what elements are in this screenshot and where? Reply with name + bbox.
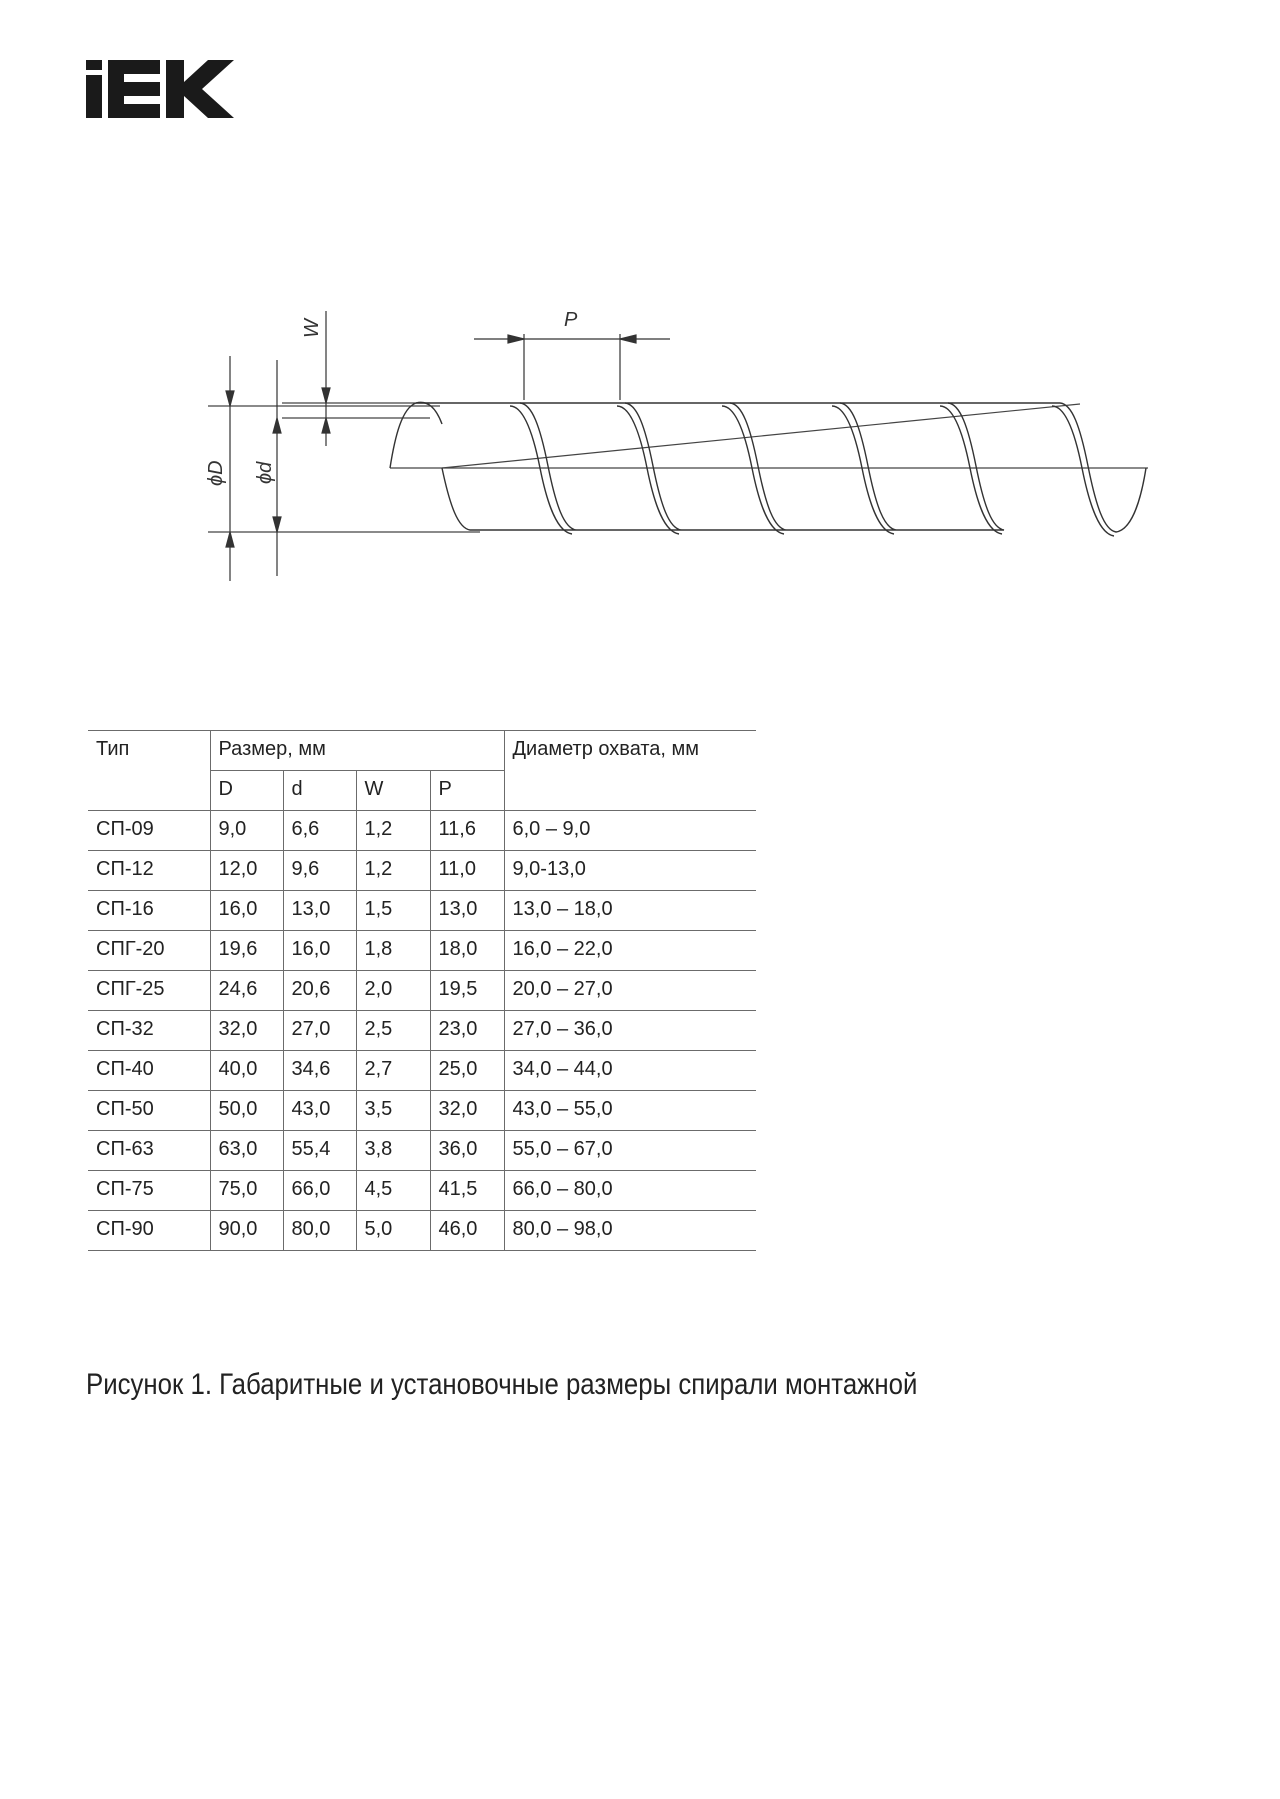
- pitch-label: P: [564, 309, 578, 331]
- header-grip-diameter: Диаметр охвата, мм: [504, 731, 756, 811]
- cell-W: 1,5: [356, 891, 430, 931]
- cell-W: 2,7: [356, 1051, 430, 1091]
- table-row: [88, 1171, 756, 1211]
- cell-D: 24,6: [210, 971, 283, 1011]
- cell-grip: 27,0 – 36,0: [504, 1011, 756, 1051]
- cell-d: 20,6: [283, 971, 356, 1011]
- cell-grip: 55,0 – 67,0: [504, 1131, 756, 1171]
- header-P: P: [430, 771, 504, 811]
- cell-W: 1,8: [356, 931, 430, 971]
- cell-P: 41,5: [430, 1171, 504, 1211]
- cell-d: 55,4: [283, 1131, 356, 1171]
- cell-d: 43,0: [283, 1091, 356, 1131]
- cell-d: 34,6: [283, 1051, 356, 1091]
- cell-W: 1,2: [356, 811, 430, 851]
- cell-D: 50,0: [210, 1091, 283, 1131]
- table-row: [88, 1011, 756, 1051]
- table-row: [88, 891, 756, 931]
- figure-caption: Рисунок 1. Габаритные и установочные размеры спирали монтажной: [86, 1368, 918, 1401]
- cell-D: 75,0: [210, 1171, 283, 1211]
- cell-D: 40,0: [210, 1051, 283, 1091]
- cell-W: 2,5: [356, 1011, 430, 1051]
- cell-P: 11,6: [430, 811, 504, 851]
- table-header-row: [88, 731, 756, 771]
- cell-grip: 6,0 – 9,0: [504, 811, 756, 851]
- table-row: [88, 1131, 756, 1171]
- cell-type: СП-40: [88, 1051, 210, 1091]
- cell-P: 36,0: [430, 1131, 504, 1171]
- header-size-group: Размер, мм: [210, 731, 504, 771]
- cell-type: СП-75: [88, 1171, 210, 1211]
- cell-d: 66,0: [283, 1171, 356, 1211]
- table-row: [88, 971, 756, 1011]
- cell-type: СП-63: [88, 1131, 210, 1171]
- cell-grip: 80,0 – 98,0: [504, 1211, 756, 1251]
- cell-grip: 66,0 – 80,0: [504, 1171, 756, 1211]
- cell-W: 3,5: [356, 1091, 430, 1131]
- table-row: [88, 1051, 756, 1091]
- spiral-spec-table: [88, 730, 756, 1251]
- cell-D: 90,0: [210, 1211, 283, 1251]
- iek-logo-mark: [86, 60, 236, 118]
- cell-d: 27,0: [283, 1011, 356, 1051]
- iek-logo: [86, 60, 236, 118]
- header-W: W: [356, 771, 430, 811]
- cell-P: 19,5: [430, 971, 504, 1011]
- cell-W: 1,2: [356, 851, 430, 891]
- cell-type: СПГ-25: [88, 971, 210, 1011]
- cell-P: 46,0: [430, 1211, 504, 1251]
- cell-P: 25,0: [430, 1051, 504, 1091]
- spiral-dimension-drawing: [180, 296, 1170, 596]
- cell-d: 16,0: [283, 931, 356, 971]
- cell-P: 13,0: [430, 891, 504, 931]
- cell-P: 18,0: [430, 931, 504, 971]
- inner-diameter-label: ϕd: [254, 461, 276, 484]
- cell-D: 63,0: [210, 1131, 283, 1171]
- header-d: d: [283, 771, 356, 811]
- cell-grip: 13,0 – 18,0: [504, 891, 756, 931]
- cell-grip: 9,0-13,0: [504, 851, 756, 891]
- cell-W: 2,0: [356, 971, 430, 1011]
- cell-type: СП-09: [88, 811, 210, 851]
- spiral-drawing-svg: [180, 296, 1170, 596]
- cell-type: СП-12: [88, 851, 210, 891]
- cell-W: 5,0: [356, 1211, 430, 1251]
- width-label: W: [301, 319, 323, 338]
- table-row: [88, 851, 756, 891]
- cell-P: 32,0: [430, 1091, 504, 1131]
- cell-type: СП-90: [88, 1211, 210, 1251]
- cell-grip: 16,0 – 22,0: [504, 931, 756, 971]
- cell-D: 9,0: [210, 811, 283, 851]
- table-row: [88, 1211, 756, 1251]
- table-row: [88, 931, 756, 971]
- cell-d: 80,0: [283, 1211, 356, 1251]
- cell-d: 13,0: [283, 891, 356, 931]
- cell-D: 16,0: [210, 891, 283, 931]
- outer-diameter-label: ϕD: [205, 460, 227, 486]
- cell-D: 32,0: [210, 1011, 283, 1051]
- cell-grip: 43,0 – 55,0: [504, 1091, 756, 1131]
- cell-type: СПГ-20: [88, 931, 210, 971]
- cell-P: 23,0: [430, 1011, 504, 1051]
- cell-d: 9,6: [283, 851, 356, 891]
- cell-type: СП-32: [88, 1011, 210, 1051]
- cell-P: 11,0: [430, 851, 504, 891]
- cell-D: 12,0: [210, 851, 283, 891]
- cell-grip: 20,0 – 27,0: [504, 971, 756, 1011]
- cell-d: 6,6: [283, 811, 356, 851]
- table-row: [88, 811, 756, 851]
- cell-W: 4,5: [356, 1171, 430, 1211]
- header-type: Тип: [88, 731, 210, 811]
- cell-type: СП-16: [88, 891, 210, 931]
- table-row: [88, 1091, 756, 1131]
- cell-grip: 34,0 – 44,0: [504, 1051, 756, 1091]
- cell-type: СП-50: [88, 1091, 210, 1131]
- header-D: D: [210, 771, 283, 811]
- cell-D: 19,6: [210, 931, 283, 971]
- cell-W: 3,8: [356, 1131, 430, 1171]
